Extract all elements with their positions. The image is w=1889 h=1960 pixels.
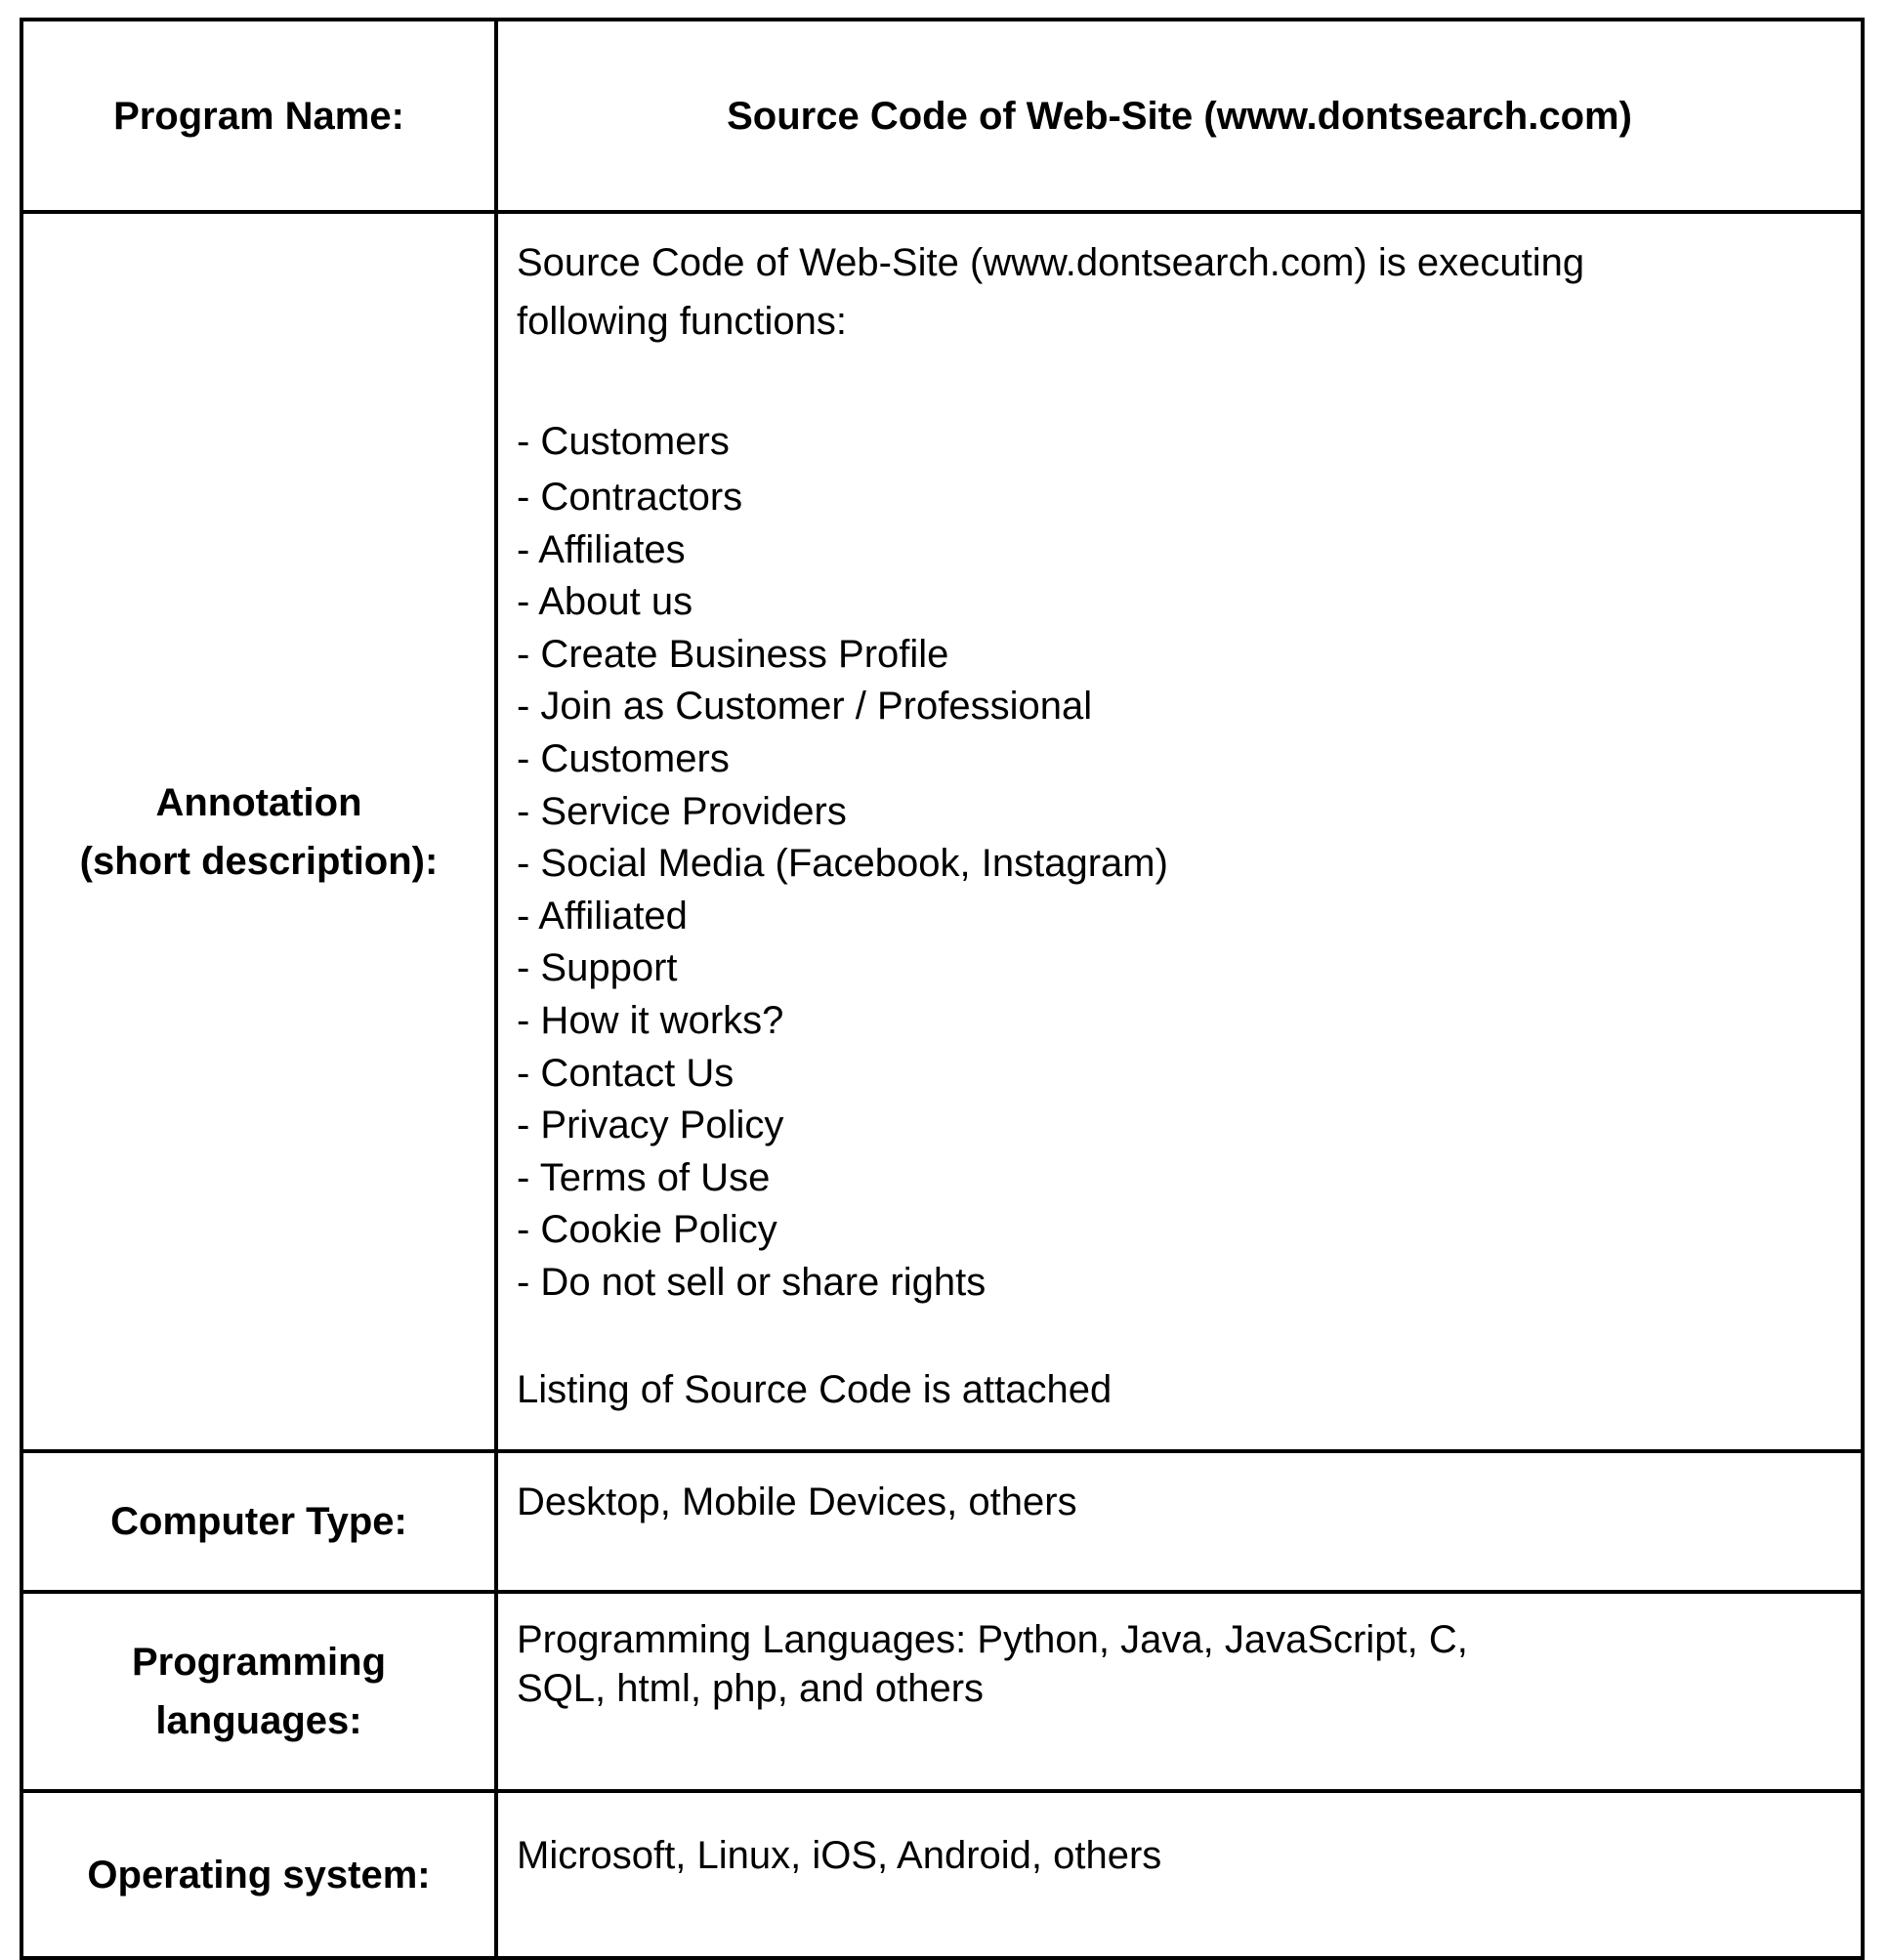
annotation-value xyxy=(496,212,1863,1451)
annotation-footer: Listing of Source Code is attached xyxy=(517,1367,1112,1411)
annotation-intro-line1: Source Code of Web-Site (www.dontsearch.com) is executing xyxy=(517,241,1585,284)
annotation-label-line2: (short description): xyxy=(79,839,439,883)
function-list-item: - Customers xyxy=(517,420,730,463)
program-name-value xyxy=(496,20,1863,212)
function-list-item: - Cookie Policy xyxy=(517,1208,777,1252)
function-list-item: - Contractors xyxy=(517,476,743,519)
function-list-item: - Support xyxy=(517,946,678,990)
function-list-item: - Terms of Use xyxy=(517,1155,771,1199)
operating-system-value-text: Microsoft, Linux, iOS, Android, others xyxy=(517,1834,1162,1877)
function-list-item: - Join as Customer / Professional xyxy=(517,685,1093,729)
function-list-item: - Do not sell or share rights xyxy=(517,1260,986,1304)
programming-languages-label xyxy=(21,1592,496,1791)
programming-languages-value xyxy=(496,1592,1863,1791)
function-list-item: - Privacy Policy xyxy=(517,1104,784,1147)
function-list-item: - Contact Us xyxy=(517,1051,735,1095)
computer-type-row xyxy=(21,1451,1863,1592)
function-list-item: - How it works? xyxy=(517,998,784,1042)
operating-system-value xyxy=(496,1791,1863,1958)
program-name-row xyxy=(21,20,1863,212)
computer-type-value-text: Desktop, Mobile Devices, others xyxy=(517,1480,1077,1523)
programming-languages-value-line1: Programming Languages: Python, Java, JavaScript, C, xyxy=(517,1618,1468,1661)
program-name-value-text: Source Code of Web-Site (www.dontsearch.com) xyxy=(727,94,1632,138)
function-list-item: - Service Providers xyxy=(517,789,847,833)
function-list-item: - About us xyxy=(517,580,693,624)
programming-languages-value-line2: SQL, html, php, and others xyxy=(517,1667,985,1710)
function-list-item: - Affiliated xyxy=(517,894,688,938)
operating-system-label-text: Operating system: xyxy=(87,1853,431,1897)
function-list-item: - Affiliates xyxy=(517,527,686,571)
programming-languages-label-line2: languages: xyxy=(155,1699,362,1742)
operating-system-label xyxy=(21,1791,496,1958)
annotation-label xyxy=(21,212,496,1451)
function-list-item: - Create Business Profile xyxy=(517,632,949,676)
function-list-item: - Social Media (Facebook, Instagram) xyxy=(517,842,1168,886)
annotation-intro-line2: following functions: xyxy=(517,300,847,343)
program-name-label xyxy=(21,20,496,212)
programming-languages-label-line1: Programming xyxy=(131,1641,387,1684)
operating-system-row xyxy=(21,1791,1863,1958)
function-list-item: - Customers xyxy=(517,736,730,780)
programming-languages-row xyxy=(21,1592,1863,1791)
annotation-row xyxy=(21,212,1863,1451)
computer-type-label-text: Computer Type: xyxy=(110,1500,407,1543)
computer-type-value xyxy=(496,1451,1863,1592)
computer-type-label xyxy=(21,1451,496,1592)
program-name-label-text: Program Name: xyxy=(113,94,404,138)
function-list xyxy=(517,411,1842,1310)
annotation-intro xyxy=(517,233,1842,351)
annotation-label-line1: Annotation xyxy=(155,780,362,824)
program-info-table xyxy=(20,18,1865,1960)
